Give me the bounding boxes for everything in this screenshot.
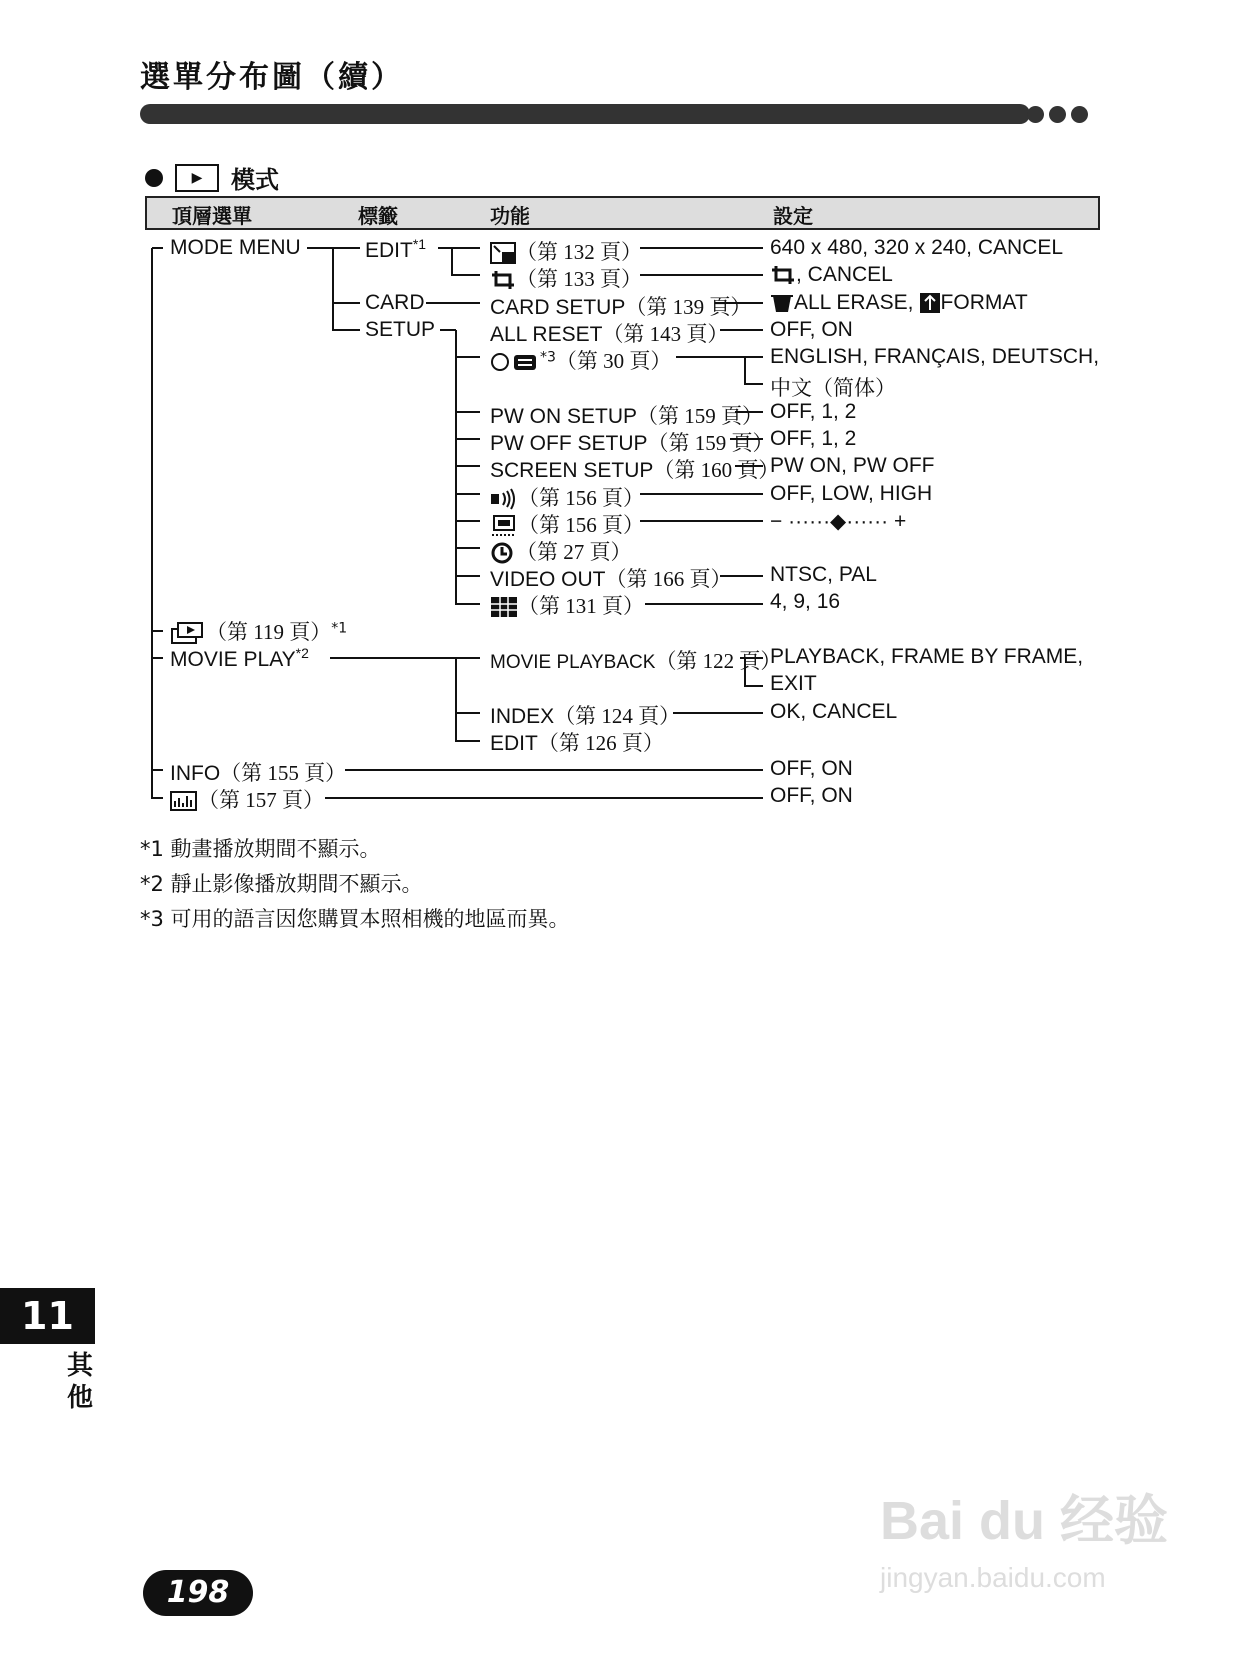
page-number: 198	[143, 1570, 253, 1616]
header-setting: 設定	[773, 204, 813, 228]
func-beep: （第 156 頁）	[490, 482, 644, 514]
func-language: $^{*3}$（第 30 頁）	[490, 345, 671, 377]
crop-icon	[770, 264, 796, 290]
setting-movie-playback-2: EXIT	[770, 672, 817, 695]
func-all-reset: ALL RESET（第 143 頁）	[490, 322, 729, 346]
func-pw-on-setup: PW ON SETUP（第 159 頁）	[490, 404, 764, 428]
setting-movie-playback-1: PLAYBACK, FRAME BY FRAME,	[770, 645, 1084, 668]
chapter-name: 其他	[66, 1351, 93, 1413]
slideshow-entry: （第 119 頁）$^{*1}$	[170, 616, 347, 649]
all-erase-icon	[770, 292, 794, 318]
watermark-logo: Bai du 经验	[880, 1491, 1169, 1551]
histogram-icon	[170, 790, 198, 816]
header-tab: 標籤	[358, 204, 398, 228]
func-screen-setup: SCREEN SETUP（第 160 頁）	[490, 458, 780, 482]
menu-mode-menu: MODE MENU	[170, 236, 301, 259]
func-edit-movie: EDIT（第 126 頁）	[490, 731, 664, 755]
func-index-display: （第 131 頁）	[490, 590, 644, 622]
setting-info: OFF, ON	[770, 757, 853, 780]
setting-resize: 640 x 480, 320 x 240, CANCEL	[770, 236, 1064, 259]
func-clock: （第 27 頁）	[490, 536, 632, 568]
setting-all-reset: OFF, ON	[770, 318, 853, 341]
format-icon	[919, 292, 941, 318]
func-video-out: VIDEO OUT（第 166 頁）	[490, 567, 732, 591]
func-index: INDEX（第 124 頁）	[490, 704, 681, 728]
setting-pw-on: OFF, 1, 2	[770, 400, 857, 423]
func-monitor-brightness: （第 156 頁）	[490, 509, 644, 541]
menu-histogram: （第 157 頁）	[170, 784, 324, 816]
chapter-number: 11	[0, 1288, 95, 1344]
setting-video-out: NTSC, PAL	[770, 563, 877, 586]
func-movie-playback: MOVIE PLAYBACK（第 122 頁）	[490, 649, 782, 673]
header-top-menu: 頂層選單	[172, 204, 252, 228]
index-grid-icon	[490, 596, 518, 622]
section-heading: ▶ 模式	[145, 160, 279, 195]
page-title: 選單分布圖（續）	[140, 60, 404, 95]
setting-index-movie: OK, CANCEL	[770, 700, 898, 723]
tab-edit: EDIT$^{*1}$	[365, 236, 427, 262]
setting-screen: PW ON, PW OFF	[770, 454, 935, 477]
watermark-url: jingyan.baidu.com	[880, 1562, 1106, 1593]
setting-beep: OFF, LOW, HIGH	[770, 482, 933, 505]
setting-pw-off: OFF, 1, 2	[770, 427, 857, 450]
play-mode-icon: ▶	[175, 164, 219, 192]
setting-crop: , CANCEL	[770, 263, 893, 290]
setting-index: 4, 9, 16	[770, 590, 841, 613]
setting-language-1: ENGLISH, FRANÇAIS, DEUTSCH,	[770, 345, 1100, 368]
setting-language-2: 中文（简体）	[770, 376, 896, 400]
menu-movie-play: MOVIE PLAY$^{*2}$	[170, 645, 309, 671]
setting-card: ALL ERASE, FORMAT	[770, 291, 1028, 318]
func-pw-off-setup: PW OFF SETUP（第 159 頁）	[490, 431, 774, 455]
footnote-2: *2 靜止影像播放期間不顯示。	[140, 872, 423, 896]
menu-info: INFO（第 155 頁）	[170, 761, 347, 785]
func-crop: （第 133 頁）	[490, 263, 642, 295]
tab-card: CARD	[365, 291, 425, 314]
tab-setup: SETUP	[365, 318, 436, 341]
setting-brightness: − ······◆······ +	[770, 510, 907, 533]
func-card-setup: CARD SETUP（第 139 頁）	[490, 295, 752, 319]
setting-histogram: OFF, ON	[770, 784, 853, 807]
func-resize: （第 132 頁）	[490, 236, 642, 268]
footnote-3: *3 可用的語言因您購買本照相機的地區而異。	[140, 907, 570, 931]
language-icon	[490, 351, 540, 377]
footnote-1: *1 動畫播放期間不顯示。	[140, 837, 381, 861]
header-function: 功能	[490, 204, 530, 228]
